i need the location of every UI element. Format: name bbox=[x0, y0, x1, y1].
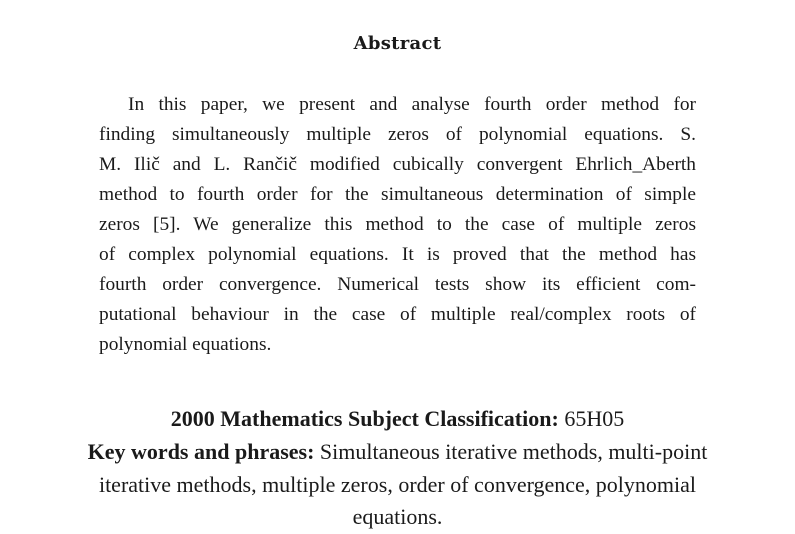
abstract-line: of complex polynomial equations. It is proved that the method has bbox=[99, 244, 696, 265]
abstract-line: method to fourth order for the simultaneous determination of simple bbox=[99, 184, 696, 205]
keywords-line: iterative methods, multiple zeros, order of convergence, polynomial bbox=[98, 471, 697, 497]
abstract-line: finding simultaneously multiple zeros of polynomial equations. S. bbox=[99, 124, 696, 145]
keywords-label: Key words and phrases: bbox=[87, 439, 315, 464]
keywords-line bbox=[0, 436, 795, 469]
keywords-section bbox=[0, 436, 795, 534]
abstract-line: In this paper, we present and analyse fourth order method for bbox=[128, 94, 696, 115]
abstract-line: polynomial equations. bbox=[99, 334, 272, 355]
abstract-line: zeros [5]. We generalize this method to the case of multiple zeros bbox=[99, 214, 696, 235]
abstract-line: putational behaviour in the case of multiple real/complex roots of bbox=[99, 304, 696, 325]
abstract-line: M. Ilič and L. Rančič modified cubically convergent Ehrlich_Aberth bbox=[99, 154, 696, 175]
abstract-paragraph bbox=[99, 90, 696, 360]
classification-label: 2000 Mathematics Subject Classification: bbox=[170, 406, 559, 431]
keywords-text: Simultaneous iterative methods, multi-point bbox=[319, 439, 708, 464]
abstract-heading: Abstract bbox=[353, 33, 442, 54]
abstract-line: fourth order convergence. Numerical tests show its efficient com- bbox=[99, 274, 696, 295]
classification-code: 65H05 bbox=[564, 406, 625, 431]
subject-classification bbox=[0, 403, 795, 435]
keywords-line: equations. bbox=[352, 504, 443, 529]
